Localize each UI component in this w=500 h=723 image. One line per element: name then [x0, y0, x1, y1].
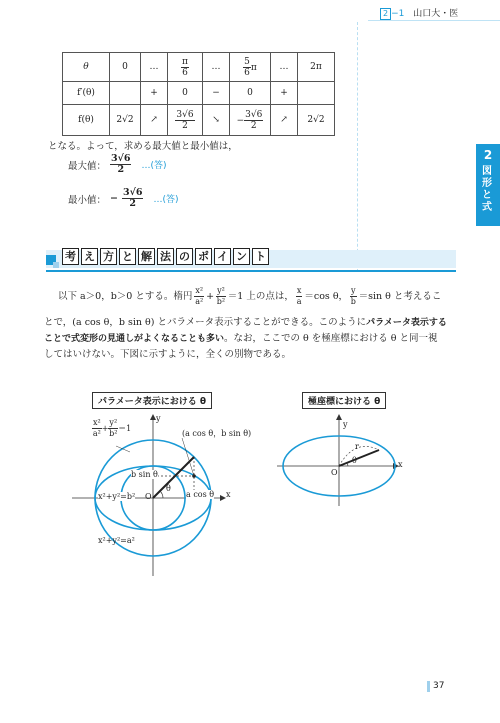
fraction: $\frac{3√6}{2}$ [122, 187, 143, 209]
y-label: y [156, 414, 161, 423]
source-label: 山口大・医 [413, 9, 459, 19]
header-rule [368, 20, 500, 21]
table-row: f(θ) 2√2 ↗ $\frac{3√6}{2}$ ↘ − $\frac{3√6}{2}$ ↗ 2√2 [63, 105, 335, 136]
theta-label: θ [166, 484, 171, 493]
point-title: 考 え 方 と 解 法 の ポ イ ン ト [62, 248, 269, 265]
min-answer: 最小値： − $\frac{3√6}{2}$ …(答) [68, 187, 179, 209]
point-label: (a cos θ，b sin θ) [182, 429, 252, 438]
conclusion-text: となる。よって，求める最大値と最小値は， [48, 141, 238, 152]
section-number: −1 [391, 9, 405, 19]
max-answer: 最大値： $\frac{3√6}{2}$ …(答) [68, 153, 167, 175]
chapter-title: 図形と式 [482, 166, 492, 213]
radius-r [339, 450, 379, 466]
fraction: $\frac{5}{6}$ [244, 56, 250, 78]
fig-right-label: 極座標における θ [302, 392, 386, 409]
paragraph-line: してはいけない。下図に示すように，全くの別物である。 [44, 349, 292, 360]
fraction: $\frac{\text{y²}}{\text{b²}}$ [216, 286, 226, 306]
margin-dashed-line [357, 22, 358, 272]
chapter-number: 2 [483, 148, 493, 162]
circle-a-label: x²+y²=a² [98, 536, 135, 545]
variation-table [62, 52, 335, 136]
fraction: $\frac{3√6}{2}$ [111, 153, 131, 175]
theta-label: θ [352, 456, 357, 465]
chapter-tab [476, 144, 500, 226]
table-row: f′(θ) + 0 − 0 + [63, 82, 335, 105]
section-box: 2 [380, 8, 391, 20]
table-row: θ 0 … $\frac{\pi}{6}$ … $\frac{5}{6}$ π … 2π [63, 53, 335, 82]
circle-b-label: x²+y²=b² [98, 492, 136, 501]
answer-tag: …(答) [153, 195, 179, 205]
origin-label: O [331, 468, 338, 477]
fraction: $\frac{\pi}{6}$ [182, 56, 188, 78]
fraction: $\frac{x}{a}$ [296, 286, 302, 306]
fraction: $\frac{3√6}{2}$ [245, 109, 263, 131]
fraction: $\frac{\text{x²}}{\text{a²}}$ [195, 286, 204, 306]
y-label: y [343, 420, 348, 429]
page-number: 37 [433, 681, 445, 691]
origin-label: O [145, 492, 152, 501]
paragraph-line: とで，(a cos θ，b sin θ) とパラメータ表示することができる。このようにパラメータ表示する [44, 317, 447, 328]
page-header [380, 6, 458, 20]
fraction: $\frac{3√6}{2}$ [176, 109, 194, 131]
angle-arc [160, 491, 163, 498]
x-label: x [398, 460, 403, 469]
bsin-label: b sin θ [131, 470, 158, 479]
answer-tag: …(答) [141, 161, 167, 171]
fig-left-label: パラメータ表示における θ [92, 392, 212, 409]
paragraph-line: 以下 a＞0，b＞0 とする。楕円 $\frac{\text{x²}}{\text{a²}}$ + $\frac{\text{y²}}{\text{b²}}$ ＝1 上の点は， $\frac{x}{a}$ ＝cos θ， $\frac{y}{b}$ ＝sin θ と考えるこ [58, 286, 442, 306]
polar-figure [275, 408, 405, 508]
banner-square-icon [53, 262, 59, 268]
fraction: $\frac{\text{y²}}{\text{b²}}$ [109, 418, 118, 438]
acos-label: a cos θ [186, 490, 215, 499]
page-number-bar [427, 681, 430, 692]
ellipse-equation: $\frac{\text{x²}}{\text{a²}}$ + $\frac{\text{y²}}{\text{b²}}$ ＝1 [92, 418, 132, 438]
x-label: x [226, 490, 231, 499]
fraction: $\frac{\text{x²}}{\text{a²}}$ [92, 418, 101, 438]
r-label: r [355, 442, 359, 451]
fraction: $\frac{y}{b}$ [350, 286, 356, 306]
paragraph-line: ことで式変形の見通しがよくなることも多い。なお，ここでの θ を極座標における θ と同一視 [44, 333, 438, 344]
banner-rule [46, 270, 456, 272]
arrow-icon [336, 414, 342, 420]
